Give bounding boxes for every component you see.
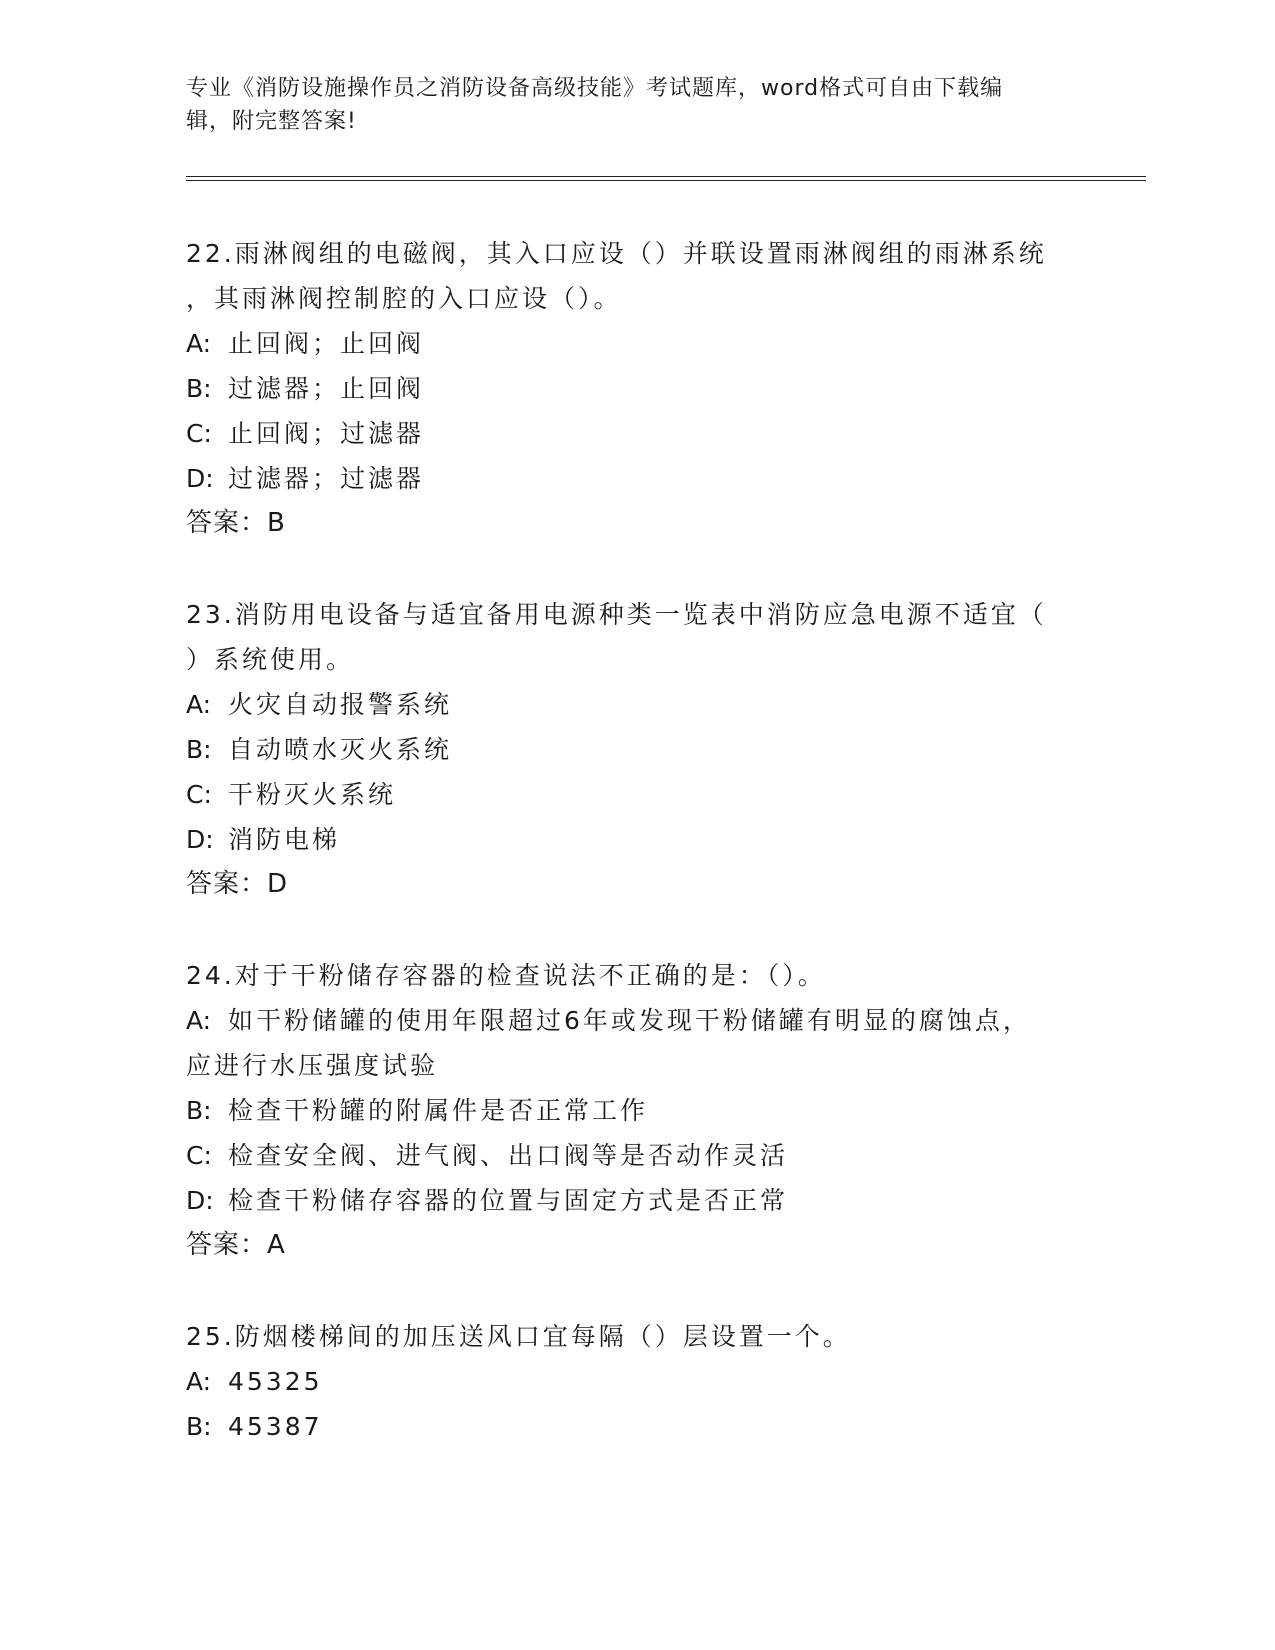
answer-line: 答案：B (186, 508, 286, 538)
option-c (186, 411, 1086, 456)
question-stem-continued: ）系统使用。 (186, 645, 355, 674)
option-b (186, 1404, 1086, 1449)
option-text: 止回阀；过滤器 (228, 419, 425, 448)
option-key: A: (186, 1006, 212, 1035)
option-text: 自动喷水灭火系统 (228, 735, 453, 764)
document-header (186, 72, 1066, 138)
option-key: B: (186, 1412, 212, 1441)
option-c (186, 1133, 1086, 1178)
option-a (186, 682, 1086, 727)
question-stem: 23.消防用电设备与适宜备用电源种类一览表中消防应急电源不适宜（ (186, 600, 1047, 629)
option-key: D: (186, 1186, 214, 1215)
option-d (186, 817, 1086, 862)
option-key: C: (186, 419, 212, 448)
option-b (186, 1088, 1086, 1133)
question-23 (186, 592, 1086, 907)
question-24 (186, 953, 1086, 1268)
option-text: 干粉灭火系统 (228, 780, 397, 809)
question-stem: 25.防烟楼梯间的加压送风口宜每隔（）层设置一个。 (186, 1322, 851, 1351)
option-key: B: (186, 374, 212, 403)
header-line-1: 专业《消防设施操作员之消防设备高级技能》考试题库，word格式可自由下载编 (186, 76, 1004, 101)
question-stem-continued: ，其雨淋阀控制腔的入口应设（）。 (186, 284, 622, 313)
header-divider-top (186, 176, 1146, 177)
option-a (186, 998, 1086, 1043)
question-25 (186, 1314, 1086, 1449)
option-text: 45325 (228, 1367, 323, 1396)
option-text: 检查干粉罐的附属件是否正常工作 (228, 1096, 649, 1125)
option-key: A: (186, 1367, 212, 1396)
option-text: 止回阀；止回阀 (228, 329, 425, 358)
option-d (186, 1178, 1086, 1223)
header-divider-bottom (186, 180, 1146, 181)
answer-line: 答案：A (186, 1230, 286, 1260)
option-text: 过滤器；过滤器 (228, 464, 425, 493)
option-text: 过滤器；止回阀 (228, 374, 425, 403)
option-text: 如干粉储罐的使用年限超过6年或发现干粉储罐有明显的腐蚀点， (228, 1006, 1031, 1035)
question-22 (186, 231, 1086, 546)
option-b (186, 366, 1086, 411)
option-text: 45387 (228, 1412, 323, 1441)
option-key: C: (186, 1141, 212, 1170)
question-stem: 22.雨淋阀组的电磁阀，其入口应设（）并联设置雨淋阀组的雨淋系统 (186, 239, 1047, 268)
option-text: 消防电梯 (228, 825, 341, 854)
option-b (186, 727, 1086, 772)
option-text: 检查安全阀、进气阀、出口阀等是否动作灵活 (228, 1141, 789, 1170)
question-stem: 24.对于干粉储存容器的检查说法不正确的是：（）。 (186, 961, 826, 990)
answer-line: 答案：D (186, 869, 289, 899)
option-key: B: (186, 735, 212, 764)
option-text: 火灾自动报警系统 (228, 690, 453, 719)
option-d (186, 456, 1086, 501)
option-key: D: (186, 825, 214, 854)
option-text: 检查干粉储存容器的位置与固定方式是否正常 (228, 1186, 789, 1215)
option-c (186, 772, 1086, 817)
option-a (186, 321, 1086, 366)
option-a (186, 1359, 1086, 1404)
option-key: B: (186, 1096, 212, 1125)
option-key: A: (186, 329, 212, 358)
option-key: D: (186, 464, 214, 493)
option-a-continued: 应进行水压强度试验 (186, 1051, 439, 1080)
option-key: C: (186, 780, 212, 809)
option-key: A: (186, 690, 212, 719)
header-line-2: 辑，附完整答案! (186, 109, 357, 134)
